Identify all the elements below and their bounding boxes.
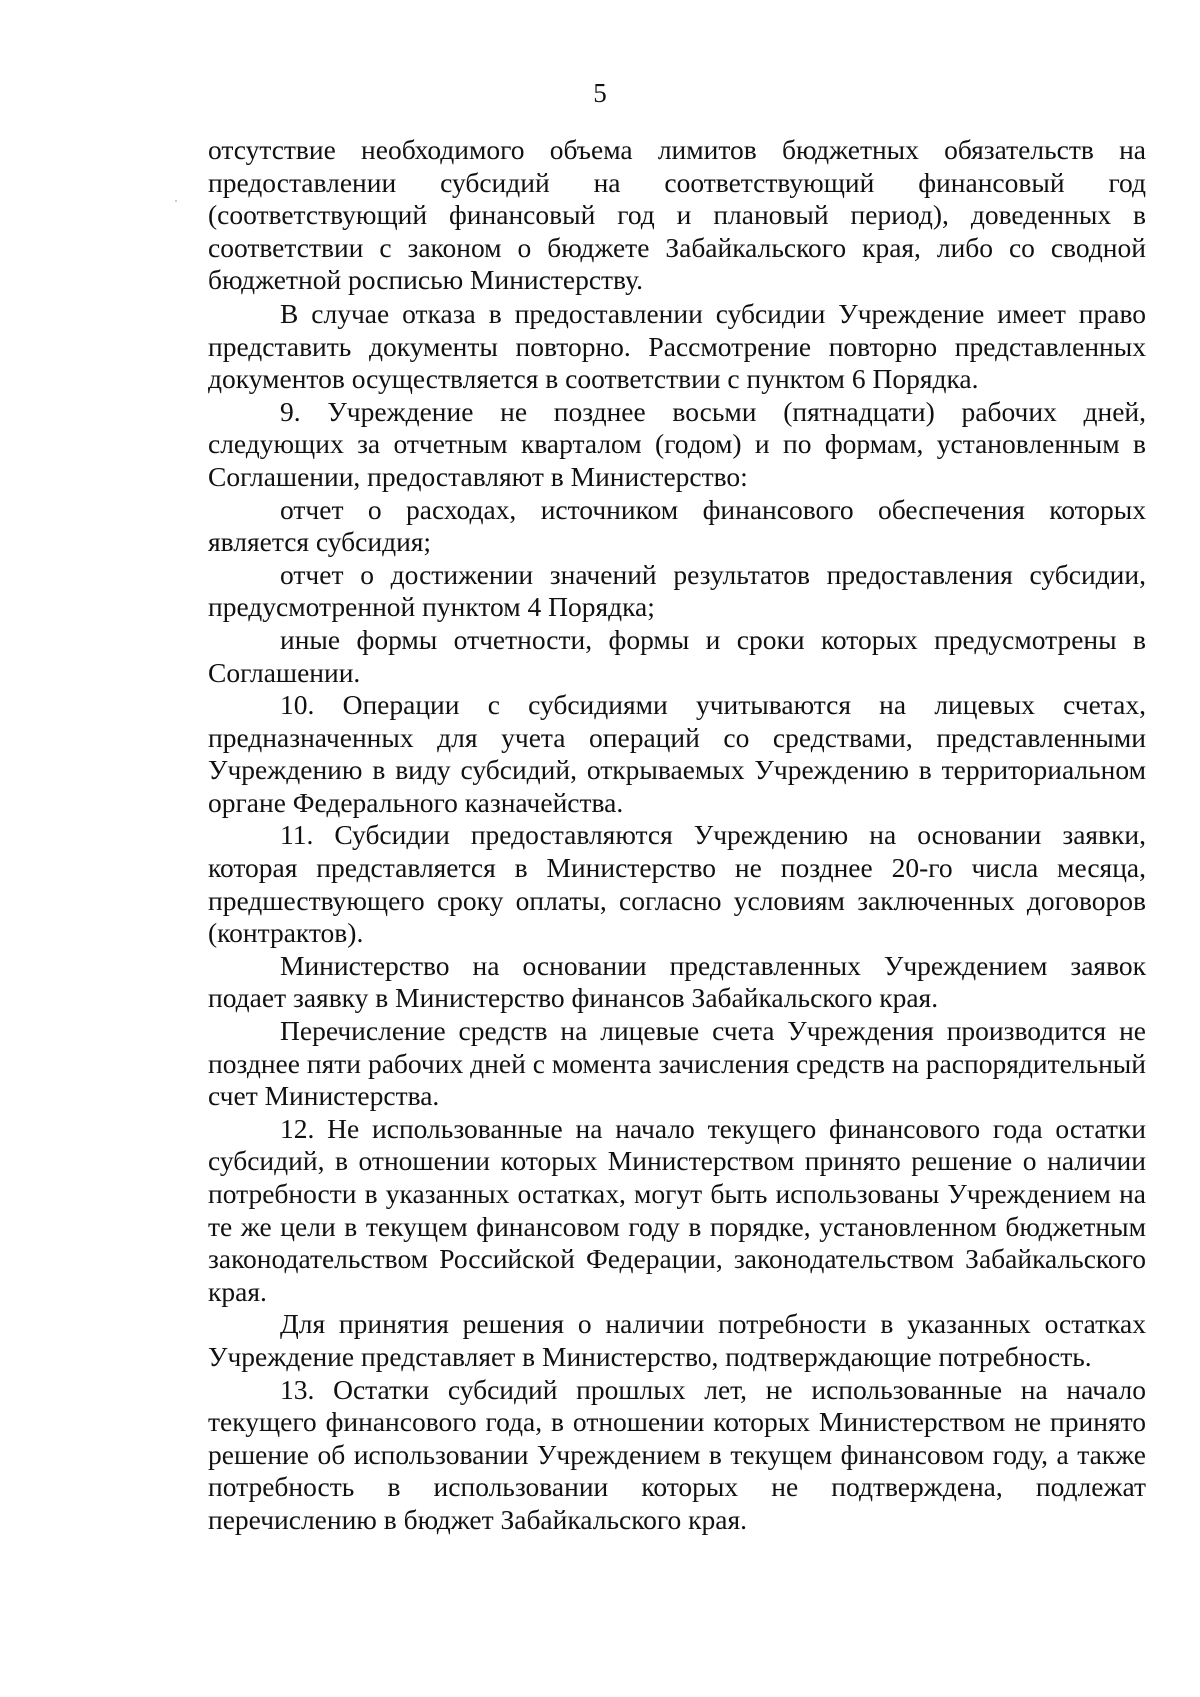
paragraph-item-11: 11. Субсидии предоставляются Учреждению на основании заявки, которая представляется в Министерство не позднее 20-го числа месяца, предшествующего сроку оплаты, согласно условиям заключенных договоров (контрактов).: [208, 819, 1146, 949]
paragraph-item-13: 13. Остатки субсидий прошлых лет, не использованные на начало текущего финансового года, в отношении которых Министерством не принято решение об использовании Учреждением в текущем финансовом году, а также потребность в использовании которых не подтверждена, подлежат перечислению в бюджет Забайкальского края.: [208, 1373, 1146, 1535]
document-body: [208, 134, 1146, 1537]
paragraph-report-results: отчет о достижении значений результатов предоставления субсидии, предусмотренной пунктом 4 Порядка;: [208, 558, 1146, 623]
paragraph-continuation: отсутствие необходимого объема лимитов бюджетных обязательств на предоставлении субсидий на соответствующий финансовый год (соответствующий финансовый год и плановый период), доведенных в соответствии с законом о бюджете Забайкальского края, либо со сводной бюджетной росписью Министерству.: [208, 134, 1146, 296]
paragraph-other-reports: иные формы отчетности, формы и сроки которых предусмотрены в Соглашении.: [208, 623, 1146, 688]
paragraph-item-12: 12. Не использованные на начало текущего финансового года остатки субсидий, в отношении которых Министерством принято решение о наличии потребности в указанных остатках, могут быть использованы Учреждением на те же цели в текущем финансовом году в порядке, установленном бюджетным законодательством Российской Федерации, законодательством Забайкальского края.: [208, 1112, 1146, 1307]
paragraph-ministry-application: Министерство на основании представленных Учреждением заявок подает заявку в Министерство финансов Забайкальского края.: [208, 949, 1146, 1014]
scan-speck: [175, 200, 177, 202]
paragraph-report-expenses: отчет о расходах, источником финансового обеспечения которых является субсидия;: [208, 493, 1146, 558]
paragraph-transfer-funds: Перечисление средств на лицевые счета Учреждения производится не позднее пяти рабочих дней с момента зачисления средств на распорядительный счет Министерства.: [208, 1015, 1146, 1112]
paragraph-item-9: 9. Учреждение не позднее восьми (пятнадцати) рабочих дней, следующих за отчетным кварталом (годом) и по формам, установленным в Соглашении, предоставляют в Министерство:: [208, 395, 1146, 492]
page-number: 5: [593, 78, 607, 108]
paragraph-refusal-resubmission: В случае отказа в предоставлении субсидии Учреждение имеет право представить документы повторно. Рассмотрение повторно представленных документов осуществляется в соответствии с пунктом 6 Порядка.: [208, 297, 1146, 395]
paragraph-item-10: 10. Операции с субсидиями учитываются на лицевых счетах, предназначенных для учета операций со средствами, представленными Учреждению в виду субсидий, открываемых Учреждению в территориальном органе Федерального казначейства.: [208, 689, 1146, 818]
paragraph-need-decision: Для принятия решения о наличии потребности в указанных остатках Учреждение представляет в Министерство, подтверждающие потребность.: [208, 1308, 1146, 1372]
